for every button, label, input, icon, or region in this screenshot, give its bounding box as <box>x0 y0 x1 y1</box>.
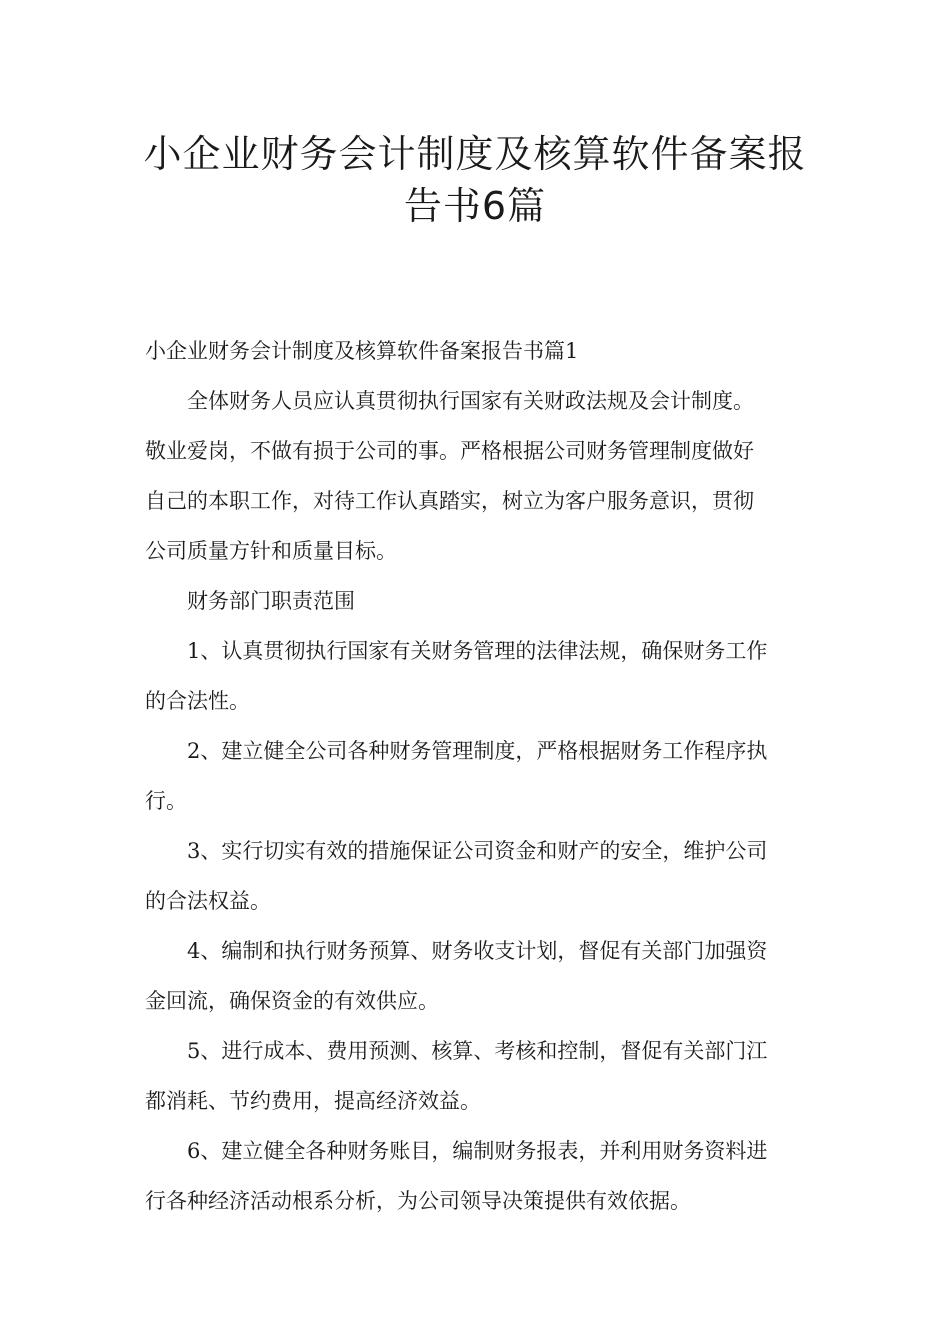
list-item-line: 1、认真贯彻执行国家有关财务管理的法律法规，确保财务工作 <box>187 639 768 663</box>
list-item-line: 行各种经济活动根系分析，为公司领导决策提供有效依据。 <box>145 1189 691 1213</box>
document-title-line-2: 告书6篇 <box>403 184 547 228</box>
list-item-line: 5、进行成本、费用预测、核算、考核和控制，督促有关部门江 <box>187 1039 768 1063</box>
paragraph-line: 全体财务人员应认真贯彻执行国家有关财政法规及会计制度。 <box>187 389 754 413</box>
scope-heading: 财务部门职责范围 <box>187 589 355 613</box>
list-item-line: 行。 <box>145 789 187 813</box>
list-item-line: 2、建立健全公司各种财务管理制度，严格根据财务工作程序执 <box>187 739 768 763</box>
list-item-line: 的合法权益。 <box>145 889 271 913</box>
list-item-line: 金回流，确保资金的有效供应。 <box>145 989 439 1013</box>
list-item-line: 3、实行切实有效的措施保证公司资金和财产的安全，维护公司 <box>187 839 768 863</box>
paragraph-line: 自己的本职工作，对待工作认真踏实，树立为客户服务意识，贯彻 <box>145 489 754 513</box>
section-heading: 小企业财务会计制度及核算软件备案报告书篇1 <box>145 339 579 363</box>
list-item-line: 都消耗、节约费用，提高经济效益。 <box>145 1089 481 1113</box>
document-title-line-1: 小企业财务会计制度及核算软件备案报 <box>143 132 807 176</box>
paragraph-line: 敬业爱岗，不做有损于公司的事。严格根据公司财务管理制度做好 <box>145 439 754 463</box>
paragraph-line: 公司质量方针和质量目标。 <box>145 539 397 563</box>
list-item-line: 4、编制和执行财务预算、财务收支计划，督促有关部门加强资 <box>187 939 768 963</box>
list-item-line: 6、建立健全各种财务账目，编制财务报表，并利用财务资料进 <box>187 1139 768 1163</box>
list-item-line: 的合法性。 <box>145 689 250 713</box>
